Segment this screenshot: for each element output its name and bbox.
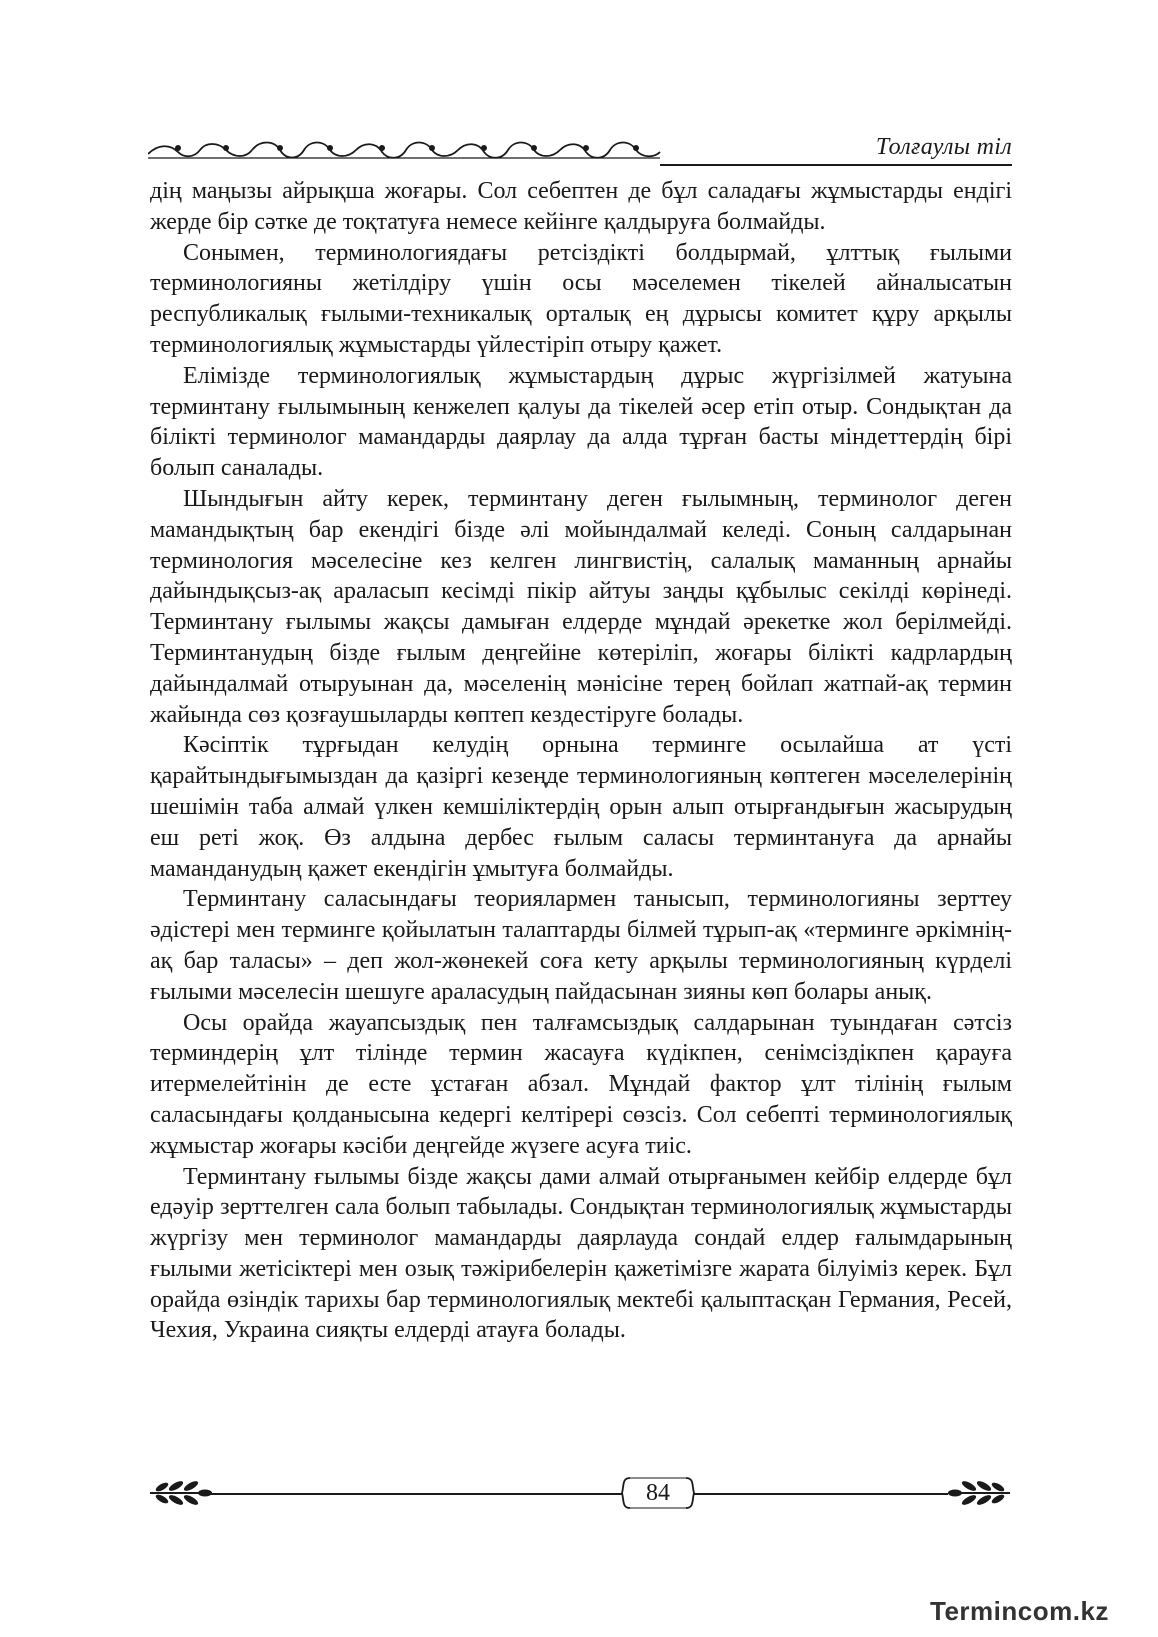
leaf-ornament-icon [946,1478,1012,1508]
header-rule [660,164,1012,166]
scroll-ornament-icon [148,136,668,166]
watermark: Termincom.kz [930,1596,1109,1626]
paragraph-6: Терминтану саласындағы теориялармен танысып, терминологияны зерттеу әдістері мен терминге қойылатын талаптарды білмей тұрып-ақ «терминге әркімнің-ақ бар таласы» – деп жол-жөнекей соға кету арқылы терминологияның күрделі ғылыми мәселесін шешуге араласудың пайдасынан зияны көп болары анық. [150,886,1012,1005]
paragraph-1: дің маңызы айрықша жоғары. Сол себептен де бұл саладағы жұмыстарды ендігі жерде бір сәтке де тоқтатуға немесе кейінге қалдыруға болмайды. [150,178,1012,235]
paragraph-4: Шындығын айту керек, терминтану деген ғылымның, терминолог деген мамандықтың бар екендігі бізде әлі мойындалмай келеді. Соның салдарынан терминология мәселесіне кез келген лингвистің, салалық маманның арнайы дайындықсыз-ақ араласып кесімді пікір айтуы заңды құбылыс секілді көрінеді. Терминтану ғылымы жақсы дамыған елдерде мұндай әрекетке жол берілмейді. Терминтанудың бізде ғылым деңгейіне көтеріліп, жоғары білікті кадрлардың дайындалмай отыруынан да, мәселенің мәнісіне терең бойлап жатпай-ақ термин жайында сөз қозғаушыларды көптеп кездестіруге болады. [150,485,1012,728]
footer-rule-right [694,1493,948,1495]
page-number-frame [620,1476,696,1510]
page-number: 84 [646,1480,670,1506]
running-title: Толғаулы тіл [875,134,1012,160]
paragraph-3: Елімізде терминологиялық жұмыстардың дұрыс жүргізілмей жатуына терминтану ғылымының кенжелеп қалуы да тікелей әсер етіп отыр. Сондықтан да білікті терминолог мамандарды даярлау да алда тұрған басты міндеттердің бірі болып саналады. [150,362,1012,482]
page-header [148,130,1012,170]
paragraph-5: Кәсіптік тұрғыдан келудің орнына терминге осылайша ат үсті қарайтындығымыздан да қазіргі кезеңде терминологияның көптеген мәселелерінің шешімін таба алмай үлкен кемшіліктердің орын алып отырғандығын жасырудың еш реті жоқ. Өз алдына дербес ғылым саласы терминтануға да арнайы маманданудың қажет екендігін ұмытуға болмайды. [150,732,1012,882]
paragraph-2: Сонымен, терминологиядағы ретсіздікті болдырмай, ұлттық ғылыми терминологияны жетілдіру үшін осы мәселемен тікелей айналысатын республикалық ғылыми-техникалық орталық ең дұрысы комитет құру арқылы терминологиялық жұмыстарды үйлестіріп отыру қажет. [150,239,1012,358]
body-text [150,176,1012,1346]
leaf-ornament-icon [148,1478,214,1508]
footer-rule-left [210,1493,622,1495]
page-footer [148,1474,1012,1514]
paragraph-7: Осы орайда жауапсыздық пен талғамсыздық салдарынан туындаған сәтсіз терминдерің ұлт тілінде термин жасауға күдікпен, сенімсіздікпен қарауға итермелейтінін де есте ұстаған абзал. Мұндай фактор ұлт тілінің ғылым саласындағы қолданысына кедергі келтірері сөзсіз. Сол себепті терминологиялық жұмыстар жоғары кәсіби деңгейде жүзеге асуға тиіс. [150,1009,1012,1159]
paragraph-8: Терминтану ғылымы бізде жақсы дами алмай отырғанымен кейбір елдерде бұл едәуір зерттелген сала болып табылады. Сондықтан терминологиялық жұмыстарды жүргізу мен терминолог мамандарды даярлауда сондай елдер ғалымдарының ғылыми жетісіктері мен озық тәжірибелерін қажетімізге жарата білуіміз керек. Бұл орайда өзіндік тарихы бар терминологиялық мектебі қалыптасқан Германия, Ресей, Чехия, Украина сияқты елдерді атауға болады. [150,1163,1012,1344]
